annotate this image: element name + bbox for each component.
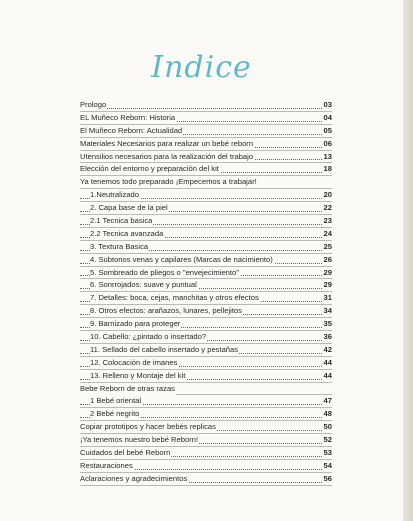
toc-entry-label: Ya tenemos todo preparado ¡Empecemos a trabajar! — [80, 177, 257, 187]
toc-entry — [80, 125, 332, 138]
toc-entry-page: 53 — [323, 448, 332, 458]
toc-entry-page: 22 — [323, 203, 332, 213]
toc-entry-label: 6. Sonrrojados: suave y puntual — [90, 280, 197, 290]
toc-entry-label: 2.1 Tecnica basica — [90, 216, 153, 226]
toc-entry-page: 25 — [323, 241, 332, 251]
toc-entry-label: Bebe Reborn de otras razas — [80, 383, 175, 393]
toc-entry — [80, 434, 332, 447]
toc-entry-page: 52 — [323, 435, 332, 445]
leader-dots — [80, 108, 332, 109]
table-of-contents — [80, 99, 332, 486]
toc-entry-label: 13. Relleno y Montaje del kit — [90, 370, 186, 380]
toc-entry-label: Materiales Necesarios para realizar un bebé reborn — [80, 138, 254, 148]
toc-entry-page: 44 — [323, 357, 332, 367]
toc-entry — [80, 305, 332, 318]
toc-entry-page: 26 — [323, 254, 332, 264]
toc-entry — [80, 331, 332, 344]
toc-entry-label: Utensilios necesarios para la realización del trabajo — [80, 151, 254, 161]
toc-entry-page: 31 — [323, 293, 332, 303]
toc-entry-page: 56 — [323, 473, 332, 483]
toc-entry — [80, 228, 332, 241]
toc-entry — [80, 99, 332, 112]
toc-entry-page: 47 — [323, 396, 332, 406]
toc-entry — [80, 292, 332, 305]
toc-entry-label: Restauraciones — [80, 460, 133, 470]
toc-entry-page: 54 — [323, 460, 332, 470]
toc-entry-page: 36 — [323, 332, 332, 342]
toc-entry-label: ¡Ya tenemos nuestro bebé Reborn! — [80, 435, 199, 445]
toc-entry — [80, 254, 332, 267]
toc-entry-page: 04 — [323, 112, 332, 122]
toc-entry-page: 50 — [323, 422, 332, 432]
toc-entry-label: 11. Sellado del cabello insertado y pestañas — [90, 344, 239, 354]
toc-entry-label: Elección del entorno y preparación del kit — [80, 164, 219, 174]
toc-entry-label: 9. Barnizado para proteger — [90, 319, 181, 329]
toc-entry-label: 10. Cabello: ¿pintado o insertado? — [90, 332, 207, 342]
toc-entry-page: 48 — [323, 409, 332, 419]
toc-entry-page: 13 — [323, 151, 332, 161]
toc-entry — [80, 447, 332, 460]
toc-entry-page: 42 — [323, 344, 332, 354]
toc-entry-label: Copiar prototipos y hacer bebés replicas — [80, 422, 216, 432]
toc-entry-label: 8. Otros efectos: arañazos, lunares, pellejitos — [90, 306, 242, 316]
toc-entry-label: 12. Colocación de imanes — [90, 357, 178, 367]
toc-entry-label: 1.Neutralizado — [90, 190, 139, 200]
toc-entry-label: El Muñeco Reborn: Actualidad — [80, 125, 183, 135]
toc-entry-label: EL Muñeco Reborn: Historia — [80, 112, 176, 122]
toc-entry — [80, 460, 332, 473]
toc-entry-label: 2. Capa base de la piel — [90, 203, 168, 213]
toc-entry-page: 03 — [323, 100, 332, 109]
toc-entry — [80, 318, 332, 331]
toc-entry-page: 34 — [323, 306, 332, 316]
toc-entry — [80, 176, 332, 189]
toc-entry-page: 44 — [323, 370, 332, 380]
toc-entry-label: 4. Subtonos venas y capilares (Marcas de nacimiento) — [90, 254, 273, 264]
toc-entry-page: 18 — [323, 164, 332, 174]
toc-entry — [80, 112, 332, 125]
toc-entry-page: 24 — [323, 228, 332, 238]
toc-entry — [80, 189, 332, 202]
toc-entry — [80, 395, 332, 408]
toc-entry-page: 06 — [323, 138, 332, 148]
toc-entry — [80, 421, 332, 434]
toc-entry — [80, 383, 332, 396]
toc-entry-page: 23 — [323, 216, 332, 226]
toc-entry-label: 2.2 Tecnica avanzada — [90, 228, 164, 238]
toc-entry-page: 20 — [323, 190, 332, 200]
toc-entry-page: 29 — [323, 280, 332, 290]
toc-entry — [80, 344, 332, 357]
toc-entry-label: 2 Bebé negrito — [90, 409, 140, 419]
toc-entry-label: 7. Detalles: boca, cejas, manchitas y otros efectos — [90, 293, 259, 303]
toc-entry-label: 5. Sombreado de pliegos o "envejecimiento" — [90, 267, 239, 277]
toc-entry-label: 1 Bebé oriental — [90, 396, 142, 406]
toc-entry-label: Prologo — [80, 100, 107, 109]
toc-entry — [80, 473, 332, 486]
toc-entry-label: Cuidados del bebé Reborn — [80, 448, 171, 458]
toc-entry — [80, 370, 332, 383]
toc-entry — [80, 202, 332, 215]
toc-entry — [80, 279, 332, 292]
toc-entry-label: 3. Textura Basica — [90, 241, 149, 251]
toc-entry — [80, 138, 332, 151]
toc-entry — [80, 215, 332, 228]
toc-entry-page: 29 — [323, 267, 332, 277]
toc-entry — [80, 357, 332, 370]
toc-entry — [80, 241, 332, 254]
toc-entry-page: 05 — [323, 125, 332, 135]
toc-entry — [80, 408, 332, 421]
toc-entry — [80, 163, 332, 176]
toc-entry — [80, 267, 332, 280]
page-edge — [403, 0, 413, 521]
toc-entry-page: 35 — [323, 319, 332, 329]
page-title: Indice — [151, 50, 252, 85]
toc-entry-label: Aclaraciones y agradecimientos — [80, 473, 188, 483]
toc-entry — [80, 151, 332, 164]
